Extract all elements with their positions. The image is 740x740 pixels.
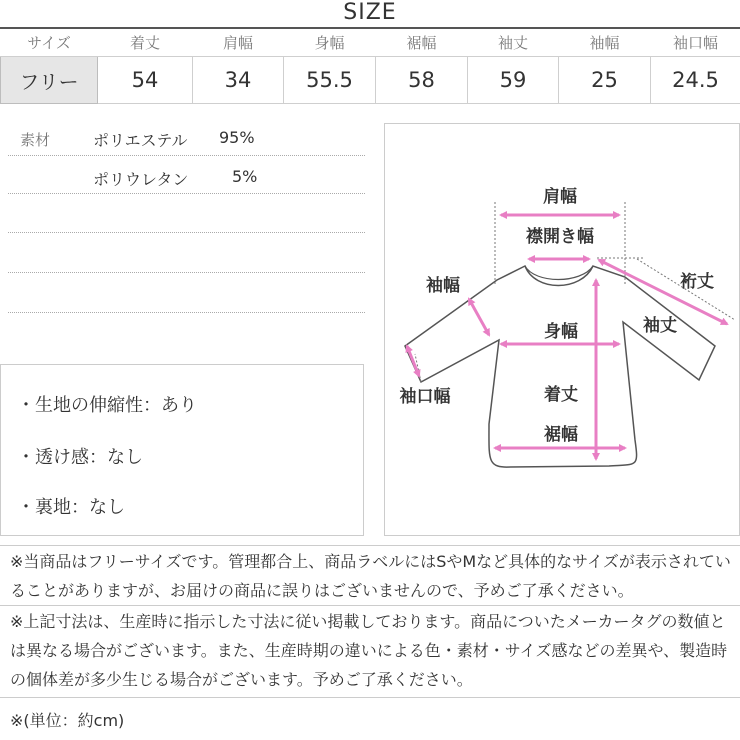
feature-stretch: ・生地の伸縮性：あり [17,395,197,416]
material-divider [8,155,365,156]
notes-divider [0,697,740,698]
material-name: ポリウレタン [93,170,189,189]
notes-divider [0,605,740,606]
label-hem: 裾幅 [544,425,578,445]
measurement-diagram [384,123,740,536]
header-shoulder: 肩幅 [193,29,284,57]
label-yuki: 裄丈 [680,272,714,292]
header-size: サイズ [1,29,98,57]
table-row [1,57,740,104]
material-name: ポリエステル [93,131,188,150]
label-shoulder: 肩幅 [543,187,577,207]
value-shoulder: 34 [193,57,284,104]
header-sleeve-width: 袖幅 [559,29,651,57]
value-length: 54 [98,57,193,104]
unit-note: ※(単位：約cm) [10,711,125,730]
value-cuff-width: 24.5 [651,57,740,104]
size-label: フリー [1,57,98,104]
header-hem-width: 裾幅 [376,29,468,57]
header-sleeve-length: 袖丈 [468,29,559,57]
value-body-width: 55.5 [284,57,376,104]
note-free-size: ※当商品はフリーサイズです。管理都合上、商品ラベルにはSやMなど具体的なサイズが表示されていることがありますが、お届けの商品に誤りはございませんので、予めご了承ください。 [10,552,731,600]
features-box [0,364,364,536]
label-sleeve-length: 袖丈 [643,316,677,336]
section-title: SIZE [343,0,397,25]
label-length: 着丈 [544,385,578,405]
material-percent: 5% [232,167,258,186]
material-percent: 95% [219,128,255,147]
label-sleeve-width: 袖幅 [426,276,460,296]
feature-sheerness: ・透け感：なし [17,447,143,468]
notes-divider [0,545,740,546]
size-table-header [1,29,740,57]
note-measurements: ※上記寸法は、生産時に指示した寸法に従い掲載しております。商品についたメーカータグの数値とは異なる場合がございます。また、生産時期の違いによる色・素材・サイズ感などの差異や、製造時の個体差が多少生じる場合がございます。予めご了承ください。 [10,612,728,689]
garment-diagram-svg [385,124,740,537]
header-length: 着丈 [98,29,193,57]
value-sleeve-length: 59 [468,57,559,104]
value-sleeve-width: 25 [559,57,651,104]
material-label: 素材 [20,131,51,149]
label-neck: 襟開き幅 [526,227,594,247]
material-divider [8,272,365,273]
header-cuff-width: 袖口幅 [651,29,740,57]
material-divider [8,312,365,313]
feature-lining: ・裏地：なし [17,497,125,518]
material-divider [8,232,365,233]
header-body-width: 身幅 [284,29,376,57]
material-divider [8,193,365,194]
value-hem-width: 58 [376,57,468,104]
label-cuff: 袖口幅 [399,387,451,407]
size-table [0,29,740,104]
label-body-width: 身幅 [544,322,578,342]
